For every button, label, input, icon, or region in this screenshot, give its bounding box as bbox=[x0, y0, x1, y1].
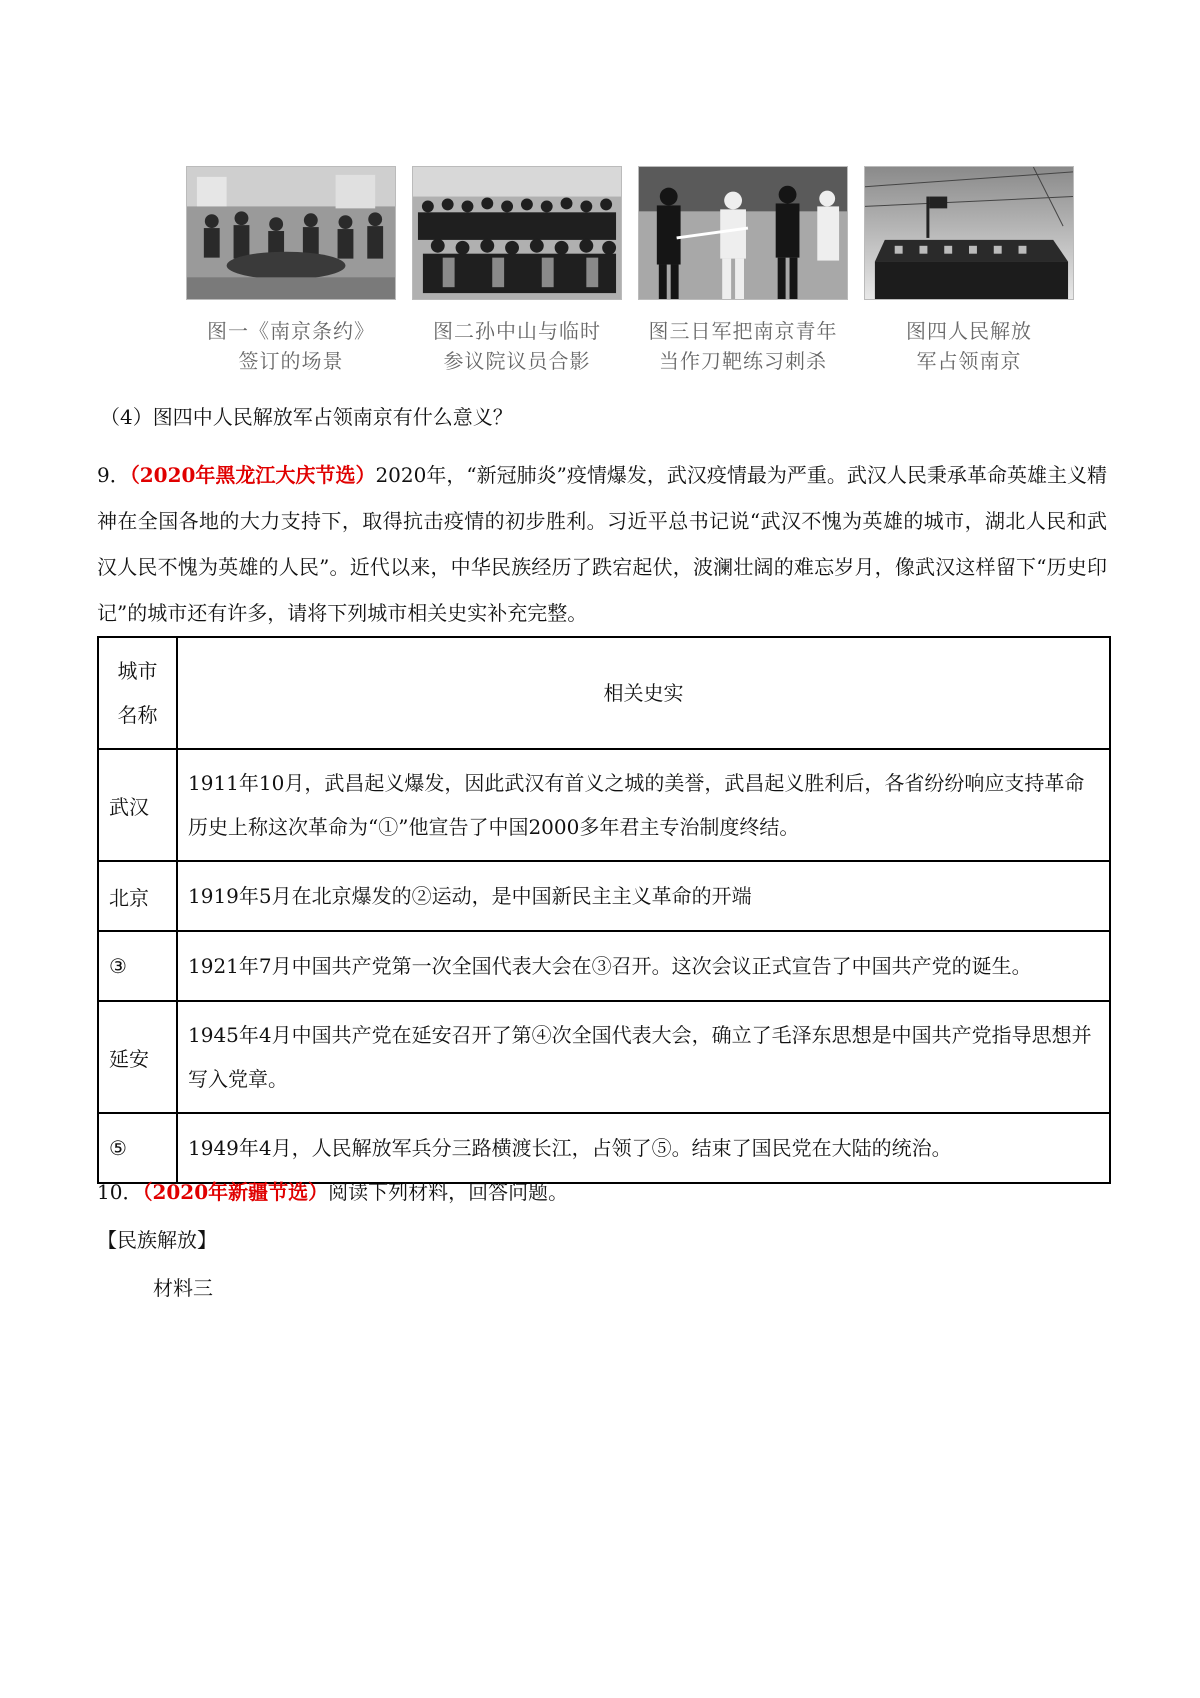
caption-line: 参议院议员合影 bbox=[443, 349, 591, 373]
photo-building-flag-icon bbox=[864, 166, 1074, 300]
table-row bbox=[98, 749, 1110, 861]
caption-line: 当作刀靶练习刺杀 bbox=[659, 349, 827, 373]
fact-cell: 1945年4月中国共产党在延安召开了第④次全国代表大会，确立了毛泽东思想是中国共产党指导思想并写入党章。 bbox=[177, 1001, 1110, 1113]
caption-line: 图一《南京条约》 bbox=[207, 319, 375, 343]
table-row bbox=[98, 1113, 1110, 1183]
city-cell: ③ bbox=[98, 931, 177, 1001]
header-city-line: 名称 bbox=[117, 703, 158, 727]
photo-bayonet-practice-icon bbox=[638, 166, 848, 300]
city-cell: 北京 bbox=[98, 861, 177, 931]
figure-caption bbox=[864, 316, 1074, 376]
figure-strip bbox=[186, 166, 1032, 376]
question-number: 10． bbox=[97, 1180, 143, 1204]
caption-line: 签订的场景 bbox=[238, 349, 344, 373]
table-row bbox=[98, 1001, 1110, 1113]
figure-3 bbox=[638, 166, 848, 376]
photo-group-portrait-icon bbox=[412, 166, 622, 300]
question-number: 9． bbox=[97, 463, 130, 487]
question-10 bbox=[97, 1177, 568, 1207]
photo-treaty-signing-icon bbox=[186, 166, 396, 300]
header-fact: 相关史实 bbox=[177, 637, 1110, 749]
fact-cell: 1921年7月中国共产党第一次全国代表大会在③召开。这次会议正式宣告了中国共产党的诞生。 bbox=[177, 931, 1110, 1001]
caption-line: 图三日军把南京青年 bbox=[648, 319, 838, 343]
question-source: （2020年黑龙江大庆节选） bbox=[129, 463, 376, 487]
figure-caption bbox=[412, 316, 622, 376]
city-cell: 武汉 bbox=[98, 749, 177, 861]
table-row bbox=[98, 931, 1110, 1001]
table-row bbox=[98, 861, 1110, 931]
figure-caption bbox=[186, 316, 396, 376]
material-label: 材料三 bbox=[153, 1276, 213, 1300]
header-city bbox=[98, 637, 177, 749]
question-4: （4）图四中人民解放军占领南京有什么意义？ bbox=[100, 405, 513, 429]
fact-cell: 1919年5月在北京爆发的②运动，是中国新民主主义革命的开端 bbox=[177, 861, 1110, 931]
fact-cell: 1949年4月，人民解放军兵分三路横渡长江，占领了⑤。结束了国民党在大陆的统治。 bbox=[177, 1113, 1110, 1183]
caption-line: 图四人民解放 bbox=[906, 319, 1032, 343]
question-9 bbox=[97, 452, 1107, 636]
fact-cell: 1911年10月，武昌起义爆发，因此武汉有首义之城的美誉，武昌起义胜利后，各省纷纷响应支持革命历史上称这次革命为“①”他宣告了中国2000多年君主专治制度终结。 bbox=[177, 749, 1110, 861]
section-title: 【民族解放】 bbox=[97, 1228, 217, 1252]
question-text: 阅读下列材料，回答问题。 bbox=[328, 1180, 569, 1204]
city-cell: ⑤ bbox=[98, 1113, 177, 1183]
figure-1 bbox=[186, 166, 396, 376]
figure-2 bbox=[412, 166, 622, 376]
table-header-row bbox=[98, 637, 1110, 749]
city-cell: 延安 bbox=[98, 1001, 177, 1113]
caption-line: 图二孙中山与临时 bbox=[433, 319, 601, 343]
question-source: （2020年新疆节选） bbox=[142, 1180, 329, 1204]
question-text: 2020年，“新冠肺炎”疫情爆发，武汉疫情最为严重。武汉人民秉承革命英雄主义精神在全国各地的大力支持下，取得抗击疫情的初步胜利。习近平总书记说“武汉不愧为英雄的城市，湖北人民和武汉人民不愧为英雄的人民”。近代以来，中华民族经历了跌宕起伏，波澜壮阔的难忘岁月，像武汉这样留下“历史印记”的城市还有许多，请将下列城市相关史实补充完整。 bbox=[97, 463, 1107, 625]
figure-4 bbox=[864, 166, 1074, 376]
figure-caption bbox=[638, 316, 848, 376]
caption-line: 军占领南京 bbox=[916, 349, 1022, 373]
city-facts-table bbox=[97, 636, 1111, 1184]
header-city-line: 城市 bbox=[117, 659, 158, 683]
